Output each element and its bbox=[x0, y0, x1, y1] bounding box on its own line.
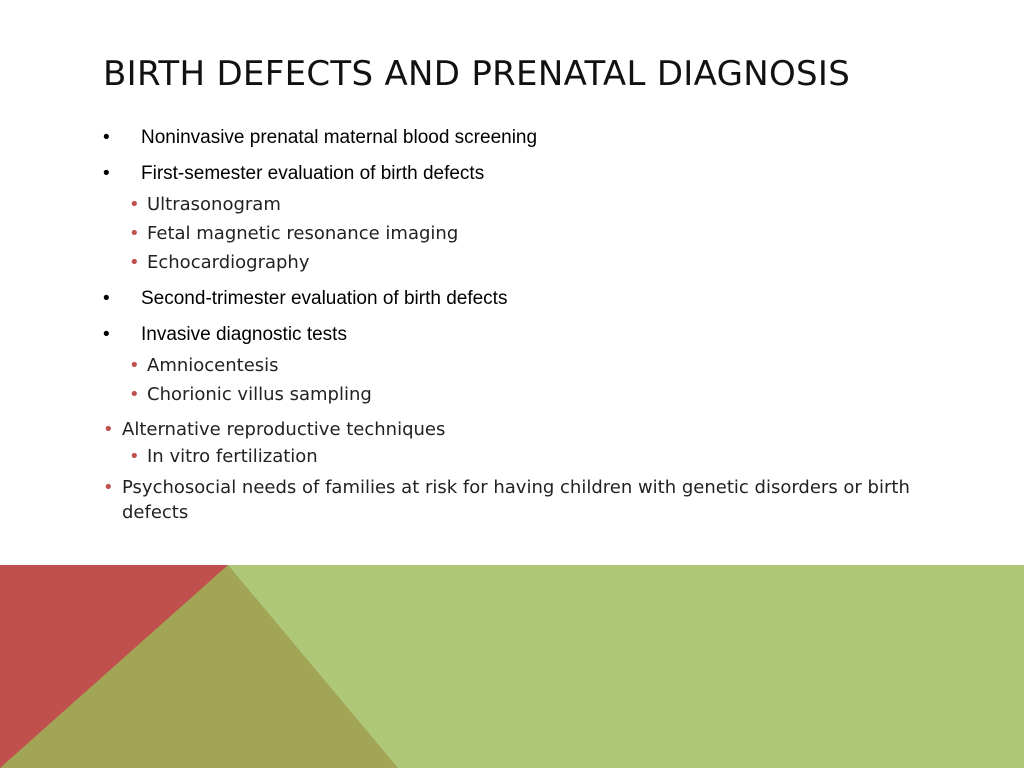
list-item-label: First-semester evaluation of birth defects bbox=[141, 163, 485, 184]
list-item bbox=[103, 124, 923, 152]
list-item-label: Invasive diagnostic tests bbox=[141, 324, 347, 345]
sub-item-label: Ultrasonogram bbox=[147, 194, 281, 215]
sub-list-item bbox=[103, 380, 923, 409]
sub-list-item bbox=[103, 219, 923, 248]
bullet-icon: • bbox=[103, 288, 110, 309]
list-item-label: Psychosocial needs of families at risk for having children with genetic disorders or birth defects bbox=[122, 477, 910, 523]
list-item bbox=[103, 417, 923, 442]
bullet-icon: • bbox=[129, 252, 140, 273]
sub-list-item bbox=[103, 190, 923, 219]
bullet-list bbox=[103, 124, 923, 529]
sub-list bbox=[103, 190, 923, 277]
list-item bbox=[103, 475, 923, 525]
list-item-label: Noninvasive prenatal maternal blood screening bbox=[141, 127, 538, 148]
bullet-icon: • bbox=[129, 223, 140, 244]
sub-list-item bbox=[103, 442, 923, 471]
sub-list-item bbox=[103, 351, 923, 380]
bullet-icon: • bbox=[129, 384, 140, 405]
sub-item-label: Echocardiography bbox=[147, 252, 310, 273]
sub-list-container bbox=[103, 442, 923, 471]
bullet-icon: • bbox=[103, 163, 110, 184]
bullet-icon: • bbox=[129, 355, 140, 376]
list-item bbox=[103, 321, 923, 349]
sub-item-label: In vitro fertilization bbox=[147, 446, 318, 467]
sub-list bbox=[103, 351, 923, 409]
bullet-icon: • bbox=[129, 446, 140, 467]
sub-item-label: Fetal magnetic resonance imaging bbox=[147, 223, 459, 244]
list-item bbox=[103, 285, 923, 313]
decorative-footer-shapes bbox=[0, 565, 1024, 768]
bullet-icon: • bbox=[103, 324, 110, 345]
sub-list bbox=[103, 442, 923, 471]
sub-list-container bbox=[103, 351, 923, 409]
bullet-icon: • bbox=[103, 419, 114, 440]
slide-title: BIRTH DEFECTS AND PRENATAL DIAGNOSIS bbox=[103, 54, 851, 94]
list-item-label: Second-trimester evaluation of birth defects bbox=[141, 288, 508, 309]
sub-list-container bbox=[103, 190, 923, 277]
sub-item-label: Chorionic villus sampling bbox=[147, 384, 372, 405]
bullet-icon: • bbox=[103, 477, 114, 498]
list-item bbox=[103, 160, 923, 188]
list-item-label: Alternative reproductive techniques bbox=[122, 419, 446, 440]
sub-item-label: Amniocentesis bbox=[147, 355, 279, 376]
bullet-icon: • bbox=[129, 194, 140, 215]
sub-list-item bbox=[103, 248, 923, 277]
bullet-icon: • bbox=[103, 127, 110, 148]
